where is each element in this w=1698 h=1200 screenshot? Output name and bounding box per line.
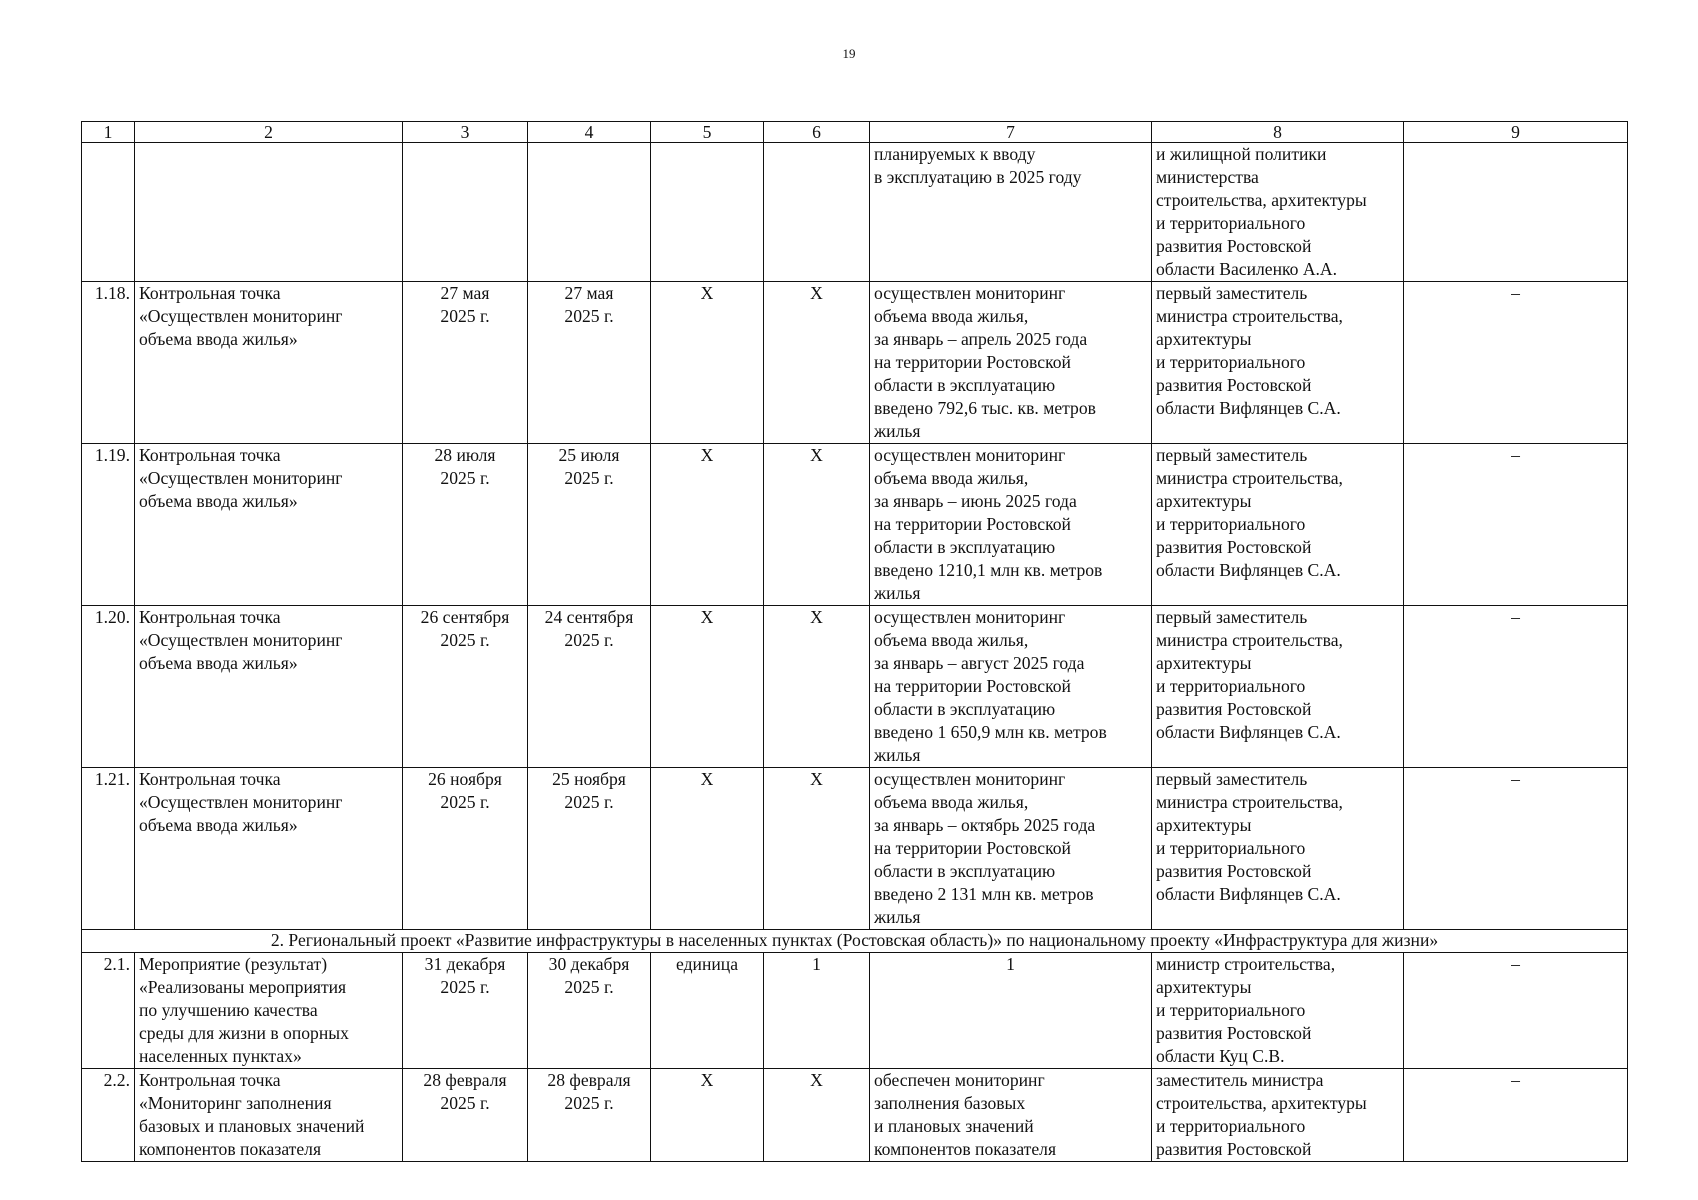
- item-name: Контрольная точка «Осуществлен мониторинг объема ввода жилья»: [135, 444, 403, 606]
- column-header: 8: [1152, 122, 1404, 143]
- item-name: Контрольная точка «Осуществлен мониторинг объема ввода жилья»: [135, 768, 403, 930]
- responsible-person: первый заместитель министра строительства, архитектуры и территориального развития Ростовской области Вифлянцев С.А.: [1152, 606, 1404, 768]
- planned-value: X: [764, 444, 870, 606]
- actual-date: 25 ноября 2025 г.: [528, 768, 651, 930]
- item-name: Мероприятие (результат) «Реализованы мероприятия по улучшению качества среды для жизни в опорных населенных пунктах»: [135, 953, 403, 1069]
- result-description: осуществлен мониторинг объема ввода жилья, за январь – июнь 2025 года на территории Ростовской области в эксплуатацию введено 1210,1 млн кв. метров жилья: [870, 444, 1152, 606]
- note: –: [1404, 282, 1628, 444]
- unit: X: [651, 444, 764, 606]
- unit: X: [651, 1069, 764, 1162]
- note: –: [1404, 606, 1628, 768]
- actual-date: 24 сентября 2025 г.: [528, 606, 651, 768]
- result-description: планируемых к вводу в эксплуатацию в 2025 году: [870, 143, 1152, 282]
- page-number: 19: [842, 46, 856, 61]
- actual-date: [528, 143, 651, 282]
- planned-date: [403, 143, 528, 282]
- responsible-person: заместитель министра строительства, архитектуры и территориального развития Ростовской: [1152, 1069, 1404, 1162]
- table-row: [82, 444, 1628, 606]
- table-row: [82, 953, 1628, 1069]
- note: –: [1404, 953, 1628, 1069]
- column-header: 5: [651, 122, 764, 143]
- planned-date: 26 ноября 2025 г.: [403, 768, 528, 930]
- section-title: 2. Региональный проект «Развитие инфраструктуры в населенных пунктах (Ростовская область)» по национальному проекту «Инфраструктура для жизни»: [82, 930, 1628, 953]
- column-header: 6: [764, 122, 870, 143]
- control-points-table: [81, 121, 1628, 1162]
- planned-value: 1: [764, 953, 870, 1069]
- note: –: [1404, 768, 1628, 930]
- item-name: [135, 143, 403, 282]
- result-description: осуществлен мониторинг объема ввода жилья, за январь – октябрь 2025 года на территории Ростовской области в эксплуатацию введено 2 131 млн кв. метров жилья: [870, 768, 1152, 930]
- unit: X: [651, 282, 764, 444]
- note: –: [1404, 1069, 1628, 1162]
- planned-value: X: [764, 606, 870, 768]
- row-number: 1.18.: [82, 282, 135, 444]
- row-number: 2.1.: [82, 953, 135, 1069]
- unit: [651, 143, 764, 282]
- planned-value: X: [764, 282, 870, 444]
- item-name: Контрольная точка «Мониторинг заполнения базовых и плановых значений компонентов показателя: [135, 1069, 403, 1162]
- actual-date: 28 февраля 2025 г.: [528, 1069, 651, 1162]
- row-number: 1.21.: [82, 768, 135, 930]
- result-description: обеспечен мониторинг заполнения базовых и плановых значений компонентов показателя: [870, 1069, 1152, 1162]
- planned-date: 28 февраля 2025 г.: [403, 1069, 528, 1162]
- column-header: 1: [82, 122, 135, 143]
- row-number: [82, 143, 135, 282]
- unit: X: [651, 606, 764, 768]
- planned-date: 31 декабря 2025 г.: [403, 953, 528, 1069]
- responsible-person: первый заместитель министра строительства, архитектуры и территориального развития Ростовской области Вифлянцев С.А.: [1152, 282, 1404, 444]
- planned-value: X: [764, 1069, 870, 1162]
- item-name: Контрольная точка «Осуществлен мониторинг объема ввода жилья»: [135, 282, 403, 444]
- row-number: 2.2.: [82, 1069, 135, 1162]
- column-header: 9: [1404, 122, 1628, 143]
- responsible-person: первый заместитель министра строительства, архитектуры и территориального развития Ростовской области Вифлянцев С.А.: [1152, 444, 1404, 606]
- responsible-person: и жилищной политики министерства строительства, архитектуры и территориального развития Ростовской области Василенко А.А.: [1152, 143, 1404, 282]
- column-number-header-row: [82, 122, 1628, 143]
- table-row: [82, 282, 1628, 444]
- result-description: осуществлен мониторинг объема ввода жилья, за январь – апрель 2025 года на территории Ростовской области в эксплуатацию введено 792,6 тыс. кв. метров жилья: [870, 282, 1152, 444]
- responsible-person: первый заместитель министра строительства, архитектуры и территориального развития Ростовской области Вифлянцев С.А.: [1152, 768, 1404, 930]
- note: [1404, 143, 1628, 282]
- result-description: 1: [870, 953, 1152, 1069]
- unit: единица: [651, 953, 764, 1069]
- column-header: 3: [403, 122, 528, 143]
- note: –: [1404, 444, 1628, 606]
- table-row: [82, 143, 1628, 282]
- actual-date: 30 декабря 2025 г.: [528, 953, 651, 1069]
- row-number: 1.20.: [82, 606, 135, 768]
- column-header: 7: [870, 122, 1152, 143]
- table-row: [82, 606, 1628, 768]
- section-heading-row: [82, 930, 1628, 953]
- row-number: 1.19.: [82, 444, 135, 606]
- planned-value: [764, 143, 870, 282]
- actual-date: 25 июля 2025 г.: [528, 444, 651, 606]
- planned-date: 28 июля 2025 г.: [403, 444, 528, 606]
- planned-value: X: [764, 768, 870, 930]
- actual-date: 27 мая 2025 г.: [528, 282, 651, 444]
- table-row: [82, 1069, 1628, 1162]
- responsible-person: министр строительства, архитектуры и территориального развития Ростовской области Куц С.В.: [1152, 953, 1404, 1069]
- column-header: 4: [528, 122, 651, 143]
- planned-date: 27 мая 2025 г.: [403, 282, 528, 444]
- column-header: 2: [135, 122, 403, 143]
- item-name: Контрольная точка «Осуществлен мониторинг объема ввода жилья»: [135, 606, 403, 768]
- table-row: [82, 768, 1628, 930]
- unit: X: [651, 768, 764, 930]
- result-description: осуществлен мониторинг объема ввода жилья, за январь – август 2025 года на территории Ростовской области в эксплуатацию введено 1 650,9 млн кв. метров жилья: [870, 606, 1152, 768]
- planned-date: 26 сентября 2025 г.: [403, 606, 528, 768]
